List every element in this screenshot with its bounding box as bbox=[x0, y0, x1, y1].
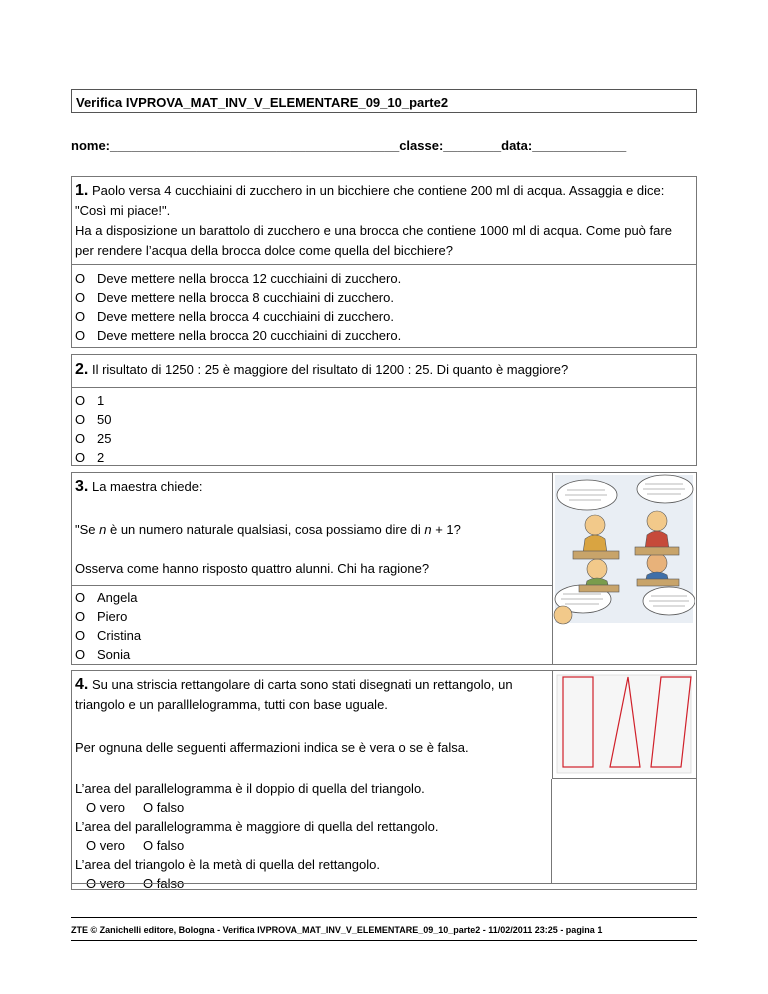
shapes-figure bbox=[552, 671, 696, 779]
option-label: 2 bbox=[97, 450, 105, 465]
classroom-cartoon-icon bbox=[553, 473, 695, 663]
question-3-text bbox=[72, 473, 552, 585]
option-label: Deve mettere nella brocca 20 cucchiaini di zucchero. bbox=[97, 328, 402, 343]
question-3 bbox=[71, 472, 697, 665]
statement-text: L’area del parallelogramma è il doppio di quella del triangolo. bbox=[75, 781, 425, 796]
statement-text: L’area del triangolo è la metà di quella del rettangolo. bbox=[75, 857, 380, 872]
option-label: Angela bbox=[97, 590, 138, 605]
question-1-line-1: Paolo versa 4 cucchiaini di zucchero in un bicchiere che contiene 200 ml di acqua. Assaggia e dice: bbox=[91, 183, 665, 198]
footer-divider bbox=[71, 917, 697, 918]
classroom-illustration bbox=[552, 473, 696, 664]
option-label: Deve mettere nella brocca 12 cucchiaini di zucchero. bbox=[97, 271, 402, 286]
false-option[interactable]: O falso bbox=[143, 838, 185, 853]
question-2-text bbox=[72, 355, 696, 387]
option-circle-icon[interactable]: O bbox=[75, 609, 86, 624]
option-circle-icon[interactable]: O bbox=[75, 271, 86, 286]
question-1-line-4: per rendere l’acqua della brocca dolce come quella del bicchiere? bbox=[75, 243, 453, 258]
shapes-strip-icon bbox=[553, 671, 695, 777]
true-option[interactable]: O vero bbox=[86, 800, 126, 815]
question-3-intro: La maestra chiede: bbox=[91, 479, 203, 494]
statement-text: L’area del parallelogramma è maggiore di quella del rettangolo. bbox=[75, 819, 439, 834]
answer-option[interactable] bbox=[72, 391, 696, 410]
option-label: 1 bbox=[97, 393, 105, 408]
question-2 bbox=[71, 354, 697, 466]
answer-option[interactable] bbox=[72, 607, 552, 626]
false-option[interactable]: O falso bbox=[143, 876, 185, 891]
answer-option[interactable] bbox=[72, 288, 696, 307]
answer-option[interactable] bbox=[72, 626, 552, 645]
option-label: 25 bbox=[97, 431, 112, 446]
option-circle-icon[interactable]: O bbox=[75, 590, 86, 605]
option-label: Piero bbox=[97, 609, 128, 624]
question-4-instruction: Per ognuna delle seguenti affermazioni indica se è vera o se è falsa. bbox=[75, 740, 469, 755]
page-footer: ZTE © Zanichelli editore, Bologna - Verifica IVPROVA_MAT_INV_V_ELEMENTARE_09_10_parte2 - 11/02/2011 23:25 - pagina 1 bbox=[71, 925, 603, 935]
question-4 bbox=[71, 670, 697, 890]
student-header-line: nome:________________________________________classe:________data:_____________ bbox=[71, 138, 627, 153]
true-false-options bbox=[72, 836, 551, 855]
true-false-options bbox=[72, 798, 551, 817]
answer-option[interactable] bbox=[72, 307, 696, 326]
false-option[interactable]: O falso bbox=[143, 800, 185, 815]
question-number: 4. bbox=[75, 676, 89, 693]
option-circle-icon[interactable]: O bbox=[75, 309, 86, 324]
question-4-line-1: Su una striscia rettangolare di carta sono stati disegnati un rettangolo, un bbox=[91, 677, 513, 692]
question-number: 2. bbox=[75, 361, 89, 378]
question-2-line: Il risultato di 1250 : 25 è maggiore del risultato di 1200 : 25. Di quanto è maggiore? bbox=[91, 362, 569, 377]
question-3-instruction: Osserva come hanno risposto quattro alunni. Chi ha ragione? bbox=[75, 561, 430, 576]
option-circle-icon[interactable]: O bbox=[75, 647, 86, 662]
question-1-line-2: "Così mi piace!". bbox=[75, 203, 171, 218]
answer-option[interactable] bbox=[72, 326, 696, 345]
option-circle-icon[interactable]: O bbox=[75, 412, 86, 427]
question-number: 3. bbox=[75, 478, 89, 495]
footer-divider bbox=[71, 940, 697, 941]
option-label: Deve mettere nella brocca 4 cucchiaini di zucchero. bbox=[97, 309, 394, 324]
statements-list bbox=[72, 779, 552, 891]
document-title: Verifica IVPROVA_MAT_INV_V_ELEMENTARE_09_10_parte2 bbox=[71, 89, 697, 113]
option-circle-icon[interactable]: O bbox=[75, 628, 86, 643]
option-label: Sonia bbox=[97, 647, 131, 662]
option-circle-icon[interactable]: O bbox=[75, 328, 86, 343]
question-1-line-3: Ha a disposizione un barattolo di zucchero e una brocca che contiene 1000 ml di acqua. Come può fare bbox=[75, 223, 672, 238]
true-option[interactable]: O vero bbox=[86, 838, 126, 853]
option-label: Cristina bbox=[97, 628, 142, 643]
question-1-text bbox=[72, 177, 696, 264]
question-number: 1. bbox=[75, 182, 89, 199]
option-circle-icon[interactable]: O bbox=[75, 431, 86, 446]
true-option[interactable]: O vero bbox=[86, 876, 126, 891]
answer-option[interactable] bbox=[72, 588, 552, 607]
answer-option[interactable] bbox=[72, 448, 696, 467]
answer-option[interactable] bbox=[72, 645, 552, 664]
answer-option[interactable] bbox=[72, 410, 696, 429]
option-circle-icon[interactable]: O bbox=[75, 290, 86, 305]
option-label: 50 bbox=[97, 412, 112, 427]
question-4-line-2: triangolo e un paralllelogramma, tutti con base uguale. bbox=[75, 697, 388, 712]
question-3-quote: "Se n è un numero naturale qualsiasi, cosa possiamo dire di n + 1? bbox=[75, 522, 461, 537]
option-label: Deve mettere nella brocca 8 cucchiaini di zucchero. bbox=[97, 290, 394, 305]
answer-option[interactable] bbox=[72, 269, 696, 288]
option-circle-icon[interactable]: O bbox=[75, 450, 86, 465]
option-circle-icon[interactable]: O bbox=[75, 393, 86, 408]
question-4-text bbox=[72, 671, 552, 779]
question-1 bbox=[71, 176, 697, 348]
answer-option[interactable] bbox=[72, 429, 696, 448]
